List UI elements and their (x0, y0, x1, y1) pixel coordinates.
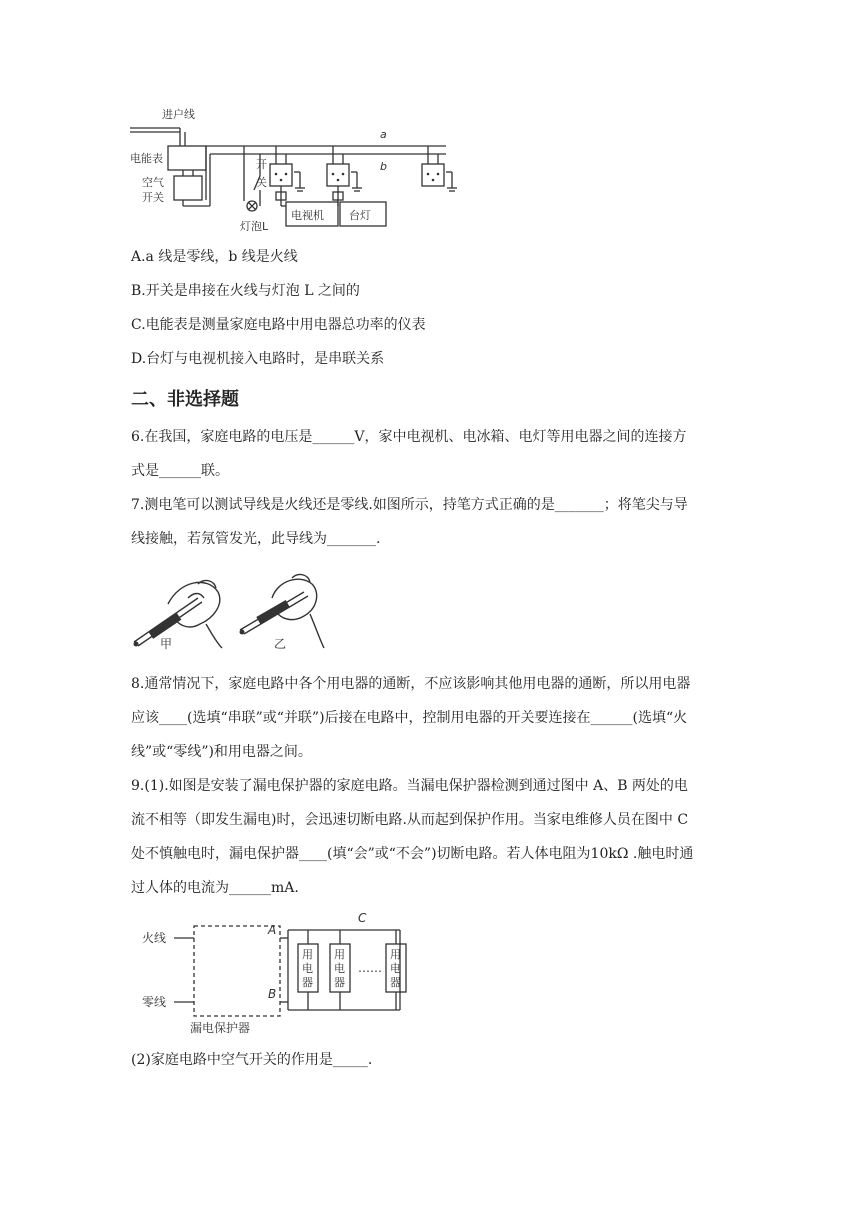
label-bulb: 灯泡L (240, 220, 269, 233)
option-a: A.a 线是零线，b 线是火线 (131, 249, 298, 265)
label-tv: 电视机 (291, 209, 324, 222)
label-energy-meter: 电能表 (130, 152, 163, 165)
label-pen-jia: 甲 (160, 637, 173, 651)
question-7-line-1: 7.测电笔可以测试导线是火线还是零线.如图所示，持笔方式正确的是_______；将笔尖与导 (131, 497, 688, 513)
label-switch-1: 开 (256, 158, 267, 171)
appliance-1-char-1: 用 (302, 948, 313, 961)
appliance-2-char-2: 电 (334, 962, 345, 975)
household-circuit-figure (128, 106, 468, 238)
appliance-2-char-3: 器 (334, 976, 345, 989)
label-point-c: C (358, 911, 367, 925)
question-9-line-2: 流不相等（即发生漏电)时，会迅速切断电路.从而起到保护作用。当家电维修人员在图中 C (131, 812, 689, 828)
label-point-b: B (268, 987, 277, 1001)
question-8-line-2: 应该____(选填“串联”或“并联”)后接在电路中，控制用电器的开关要连接在______(选填“火 (131, 710, 688, 726)
leakage-protector-figure (128, 908, 418, 1036)
label-air-switch-2: 开关 (142, 191, 164, 204)
question-9-line-3: 处不慎触电时，漏电保护器____(填“会”或“不会”)切断电路。若人体电阻为10kΩ .触电时通 (131, 846, 694, 862)
label-leakage-protector: 漏电保护器 (190, 1021, 251, 1035)
appliance-1-char-3: 器 (302, 976, 313, 989)
question-9-line-1: 9.(1).如图是安装了漏电保护器的家庭电路。当漏电保护器检测到通过图中 A、B 两处的电 (131, 778, 688, 794)
label-air-switch-1: 空气 (142, 176, 164, 189)
label-wire-a: a (380, 128, 387, 141)
question-6-line-2: 式是______联。 (131, 463, 229, 479)
label-neutral-wire: 零线 (142, 995, 167, 1009)
label-pen-yi: 乙 (274, 637, 287, 651)
question-8-line-3: 线”或“零线”)和用电器之间。 (131, 744, 312, 760)
label-wire-b: b (380, 160, 387, 173)
option-b: B.开关是串接在火线与灯泡 L 之间的 (131, 283, 360, 299)
appliance-2-char-1: 用 (334, 948, 345, 961)
question-7-line-2: 线接触，若氖管发光，此导线为_______. (131, 531, 381, 547)
label-point-a: A (268, 923, 277, 937)
question-8-line-1: 8.通常情况下，家庭电路中各个用电器的通断，不应该影响其他用电器的通断，所以用电器 (131, 676, 691, 692)
option-d: D.台灯与电视机接入电路时，是串联关系 (131, 351, 385, 367)
question-9-line-5: (2)家庭电路中空气开关的作用是_____. (131, 1052, 373, 1068)
label-live-wire: 火线 (142, 931, 167, 945)
label-desk-lamp: 台灯 (349, 209, 371, 222)
appliance-1-char-2: 电 (302, 962, 313, 975)
appliance-3-char-2: 电 (390, 962, 401, 975)
question-6-line-1: 6.在我国，家庭电路的电压是______V，家中电视机、电冰箱、电灯等用电器之间的连接方 (131, 429, 687, 445)
question-9-line-4: 过人体的电流为______mA. (131, 880, 299, 896)
test-pen-figure (128, 570, 328, 652)
section-title: 二、非选择题 (131, 389, 239, 410)
label-switch-2: 关 (256, 176, 267, 189)
appliance-3-char-1: 用 (390, 948, 401, 961)
appliance-3-char-3: 器 (390, 976, 401, 989)
option-c: C.电能表是测量家庭电路中用电器总功率的仪表 (131, 317, 426, 333)
label-incoming-line: 进户线 (162, 108, 195, 121)
label-ellipsis: …… (358, 961, 382, 975)
